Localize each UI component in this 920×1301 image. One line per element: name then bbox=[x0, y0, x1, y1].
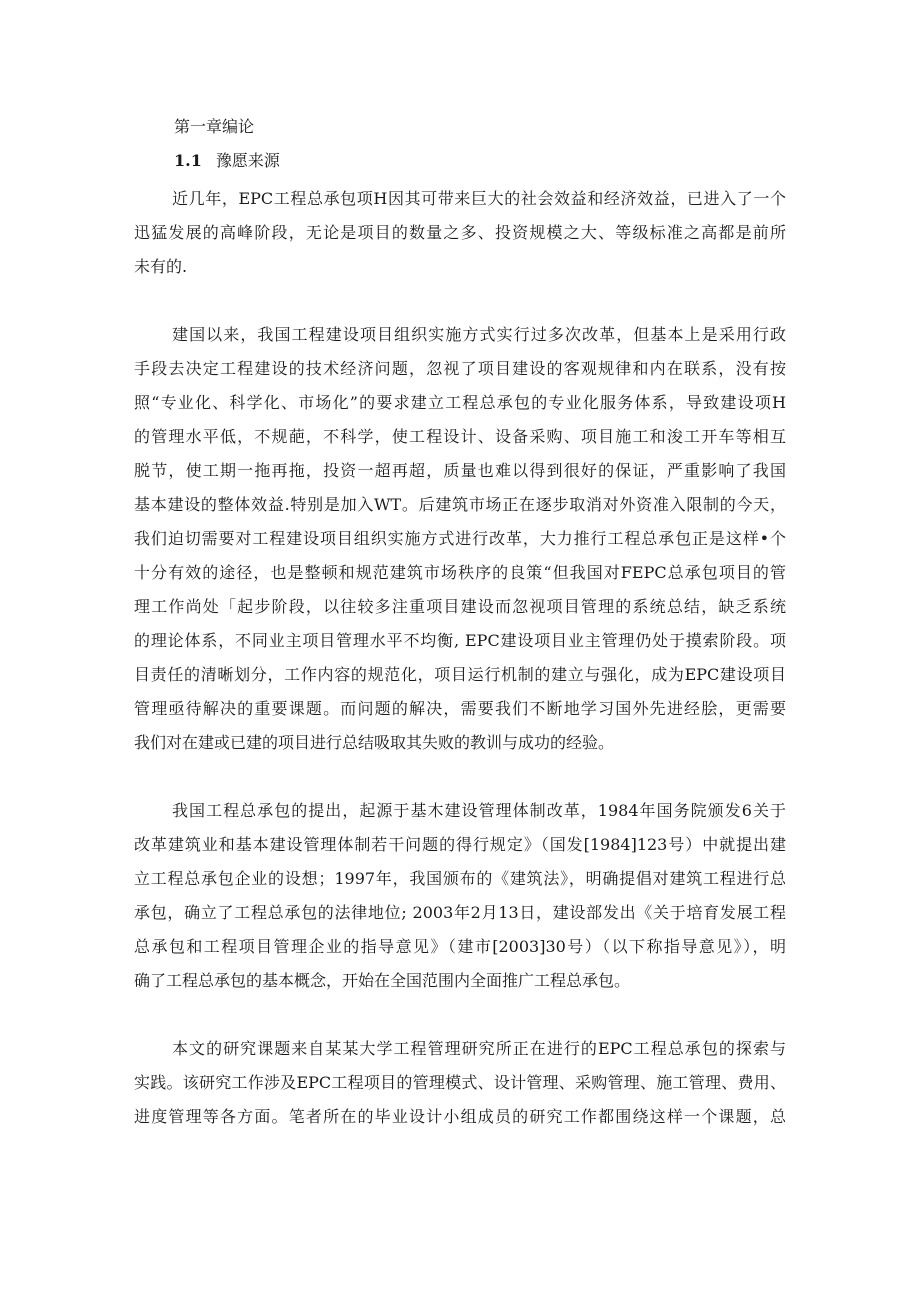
paragraph-2-line-10: 的理论体系，不同业主项目管理水平不均衡, EPC建设项目业主管理仍处于摸索阶段。项 bbox=[134, 631, 786, 650]
paragraph-1-line-1: 近几年，EPC工程总承包项H因其可带来巨大的社会效益和经济效益，已进入了一个 bbox=[172, 189, 786, 208]
paragraph-2-line-12: 管理亟待解决的重要课题。而问题的解决，需要我们不断地学习国外先进经脍，更需要 bbox=[134, 699, 786, 718]
paragraph-4-line-2: 实践。该研究工作涉及EPC工程项目的管理模式、设计管理、采购管理、施工管理、费用、 bbox=[134, 1073, 786, 1092]
paragraph-2-line-1: 建国以来，我国工程建设项目组织实施方式实行过多次改革，但基本上是采用行政 bbox=[172, 325, 786, 344]
paragraph-3-line-6: 确了工程总承包的基本概念，开始在全国范围内全面推广工程总承包。 bbox=[134, 971, 631, 990]
paragraph-4-line-1: 本文的研究课题来自某某大学工程管理研究所正在进行的EPC工程总承包的探索与 bbox=[172, 1039, 786, 1058]
paragraph-3-line-1: 我国工程总承包的提出，起源于基木建设管理体制改革，1984年国务院颁发6关于 bbox=[172, 801, 786, 820]
paragraph-3-line-2: 改革建筑业和基本建设管理体制若干问题的得行规定》（国发[1984]123号）中就提出建 bbox=[134, 835, 786, 854]
paragraph-2-line-7: 我们迫切需要对工程建设项目组织实施方式进行改革，大力推行工程总承包正是这样•个 bbox=[134, 529, 786, 548]
paragraph-2-line-8: 十分有效的途径，也是整顿和规范建筑市场秩序的良策“但我国对FEPC总承包项目的管 bbox=[134, 563, 786, 582]
section-title: 豫愿来源 bbox=[215, 151, 280, 170]
paragraph-1-line-3: 未有的. bbox=[134, 257, 188, 276]
paragraph-3-line-4: 承包，确立了工程总承包的法律地位; 2003年2月13日，建设部发出《关于培育发展工程 bbox=[134, 903, 786, 922]
paragraph-2-line-6: 基本建设的整体效益.特别是加入WT。后建筑市场正在逐步取消对外资准入限制的今天， bbox=[134, 495, 786, 514]
section-heading bbox=[174, 150, 280, 172]
paragraph-2-line-4: 的管理水平低，不规葩，不科学，使工程设计、设备采购、项目施工和浚工开车等相互 bbox=[134, 427, 786, 446]
paragraph-2-line-9: 理工作尚处「起步阶段，以往较多注重项目建设而忽视项目管理的系统总结，缺乏系统 bbox=[134, 597, 786, 616]
paragraph-3-line-3: 立工程总承包企业的设想；1997年，我国颁布的《建筑法》，明确提倡对建筑工程进行总 bbox=[134, 869, 786, 888]
paragraph-3-line-5: 总承包和工程项目管理企业的指导意见》（建市[2003]30号）（以下称指导意见》），明 bbox=[134, 937, 786, 956]
paragraph-4-line-3: 进度管理等各方面。笔者所在的毕业设计小组成员的研究工作都围绕这样一个课题，总 bbox=[134, 1107, 786, 1126]
paragraph-2-line-5: 脱节，使工期一拖再拖，投资一超再超，质量也难以得到很好的保证，严重影响了我国 bbox=[134, 461, 786, 480]
paragraph-2-line-13: 我们对在建或已建的项目进行总结吸取其失败的教训与成功的经验。 bbox=[134, 733, 615, 752]
paragraph-1-line-2: 迅猛发展的高峰阶段，无论是项目的数量之多、投资规模之大、等级标准之高都是前所 bbox=[134, 223, 786, 242]
paragraph-2-line-11: 目责任的清晰划分，工作内容的规范化，项目运行机制的建立与强化，成为EPC建设项目 bbox=[134, 665, 786, 684]
paragraph-2-line-2: 手段去决定工程建设的技术经济问题，忽视了项目建设的客观规律和内在联系，没有按 bbox=[134, 359, 786, 378]
section-number: 1.1 bbox=[174, 151, 202, 170]
chapter-title: 第一章编论 bbox=[174, 117, 255, 136]
paragraph-2-line-3: 照“专业化、科学化、市场化”的要求建立工程总承包的专业化服务体系，导致建设项H bbox=[134, 393, 786, 412]
